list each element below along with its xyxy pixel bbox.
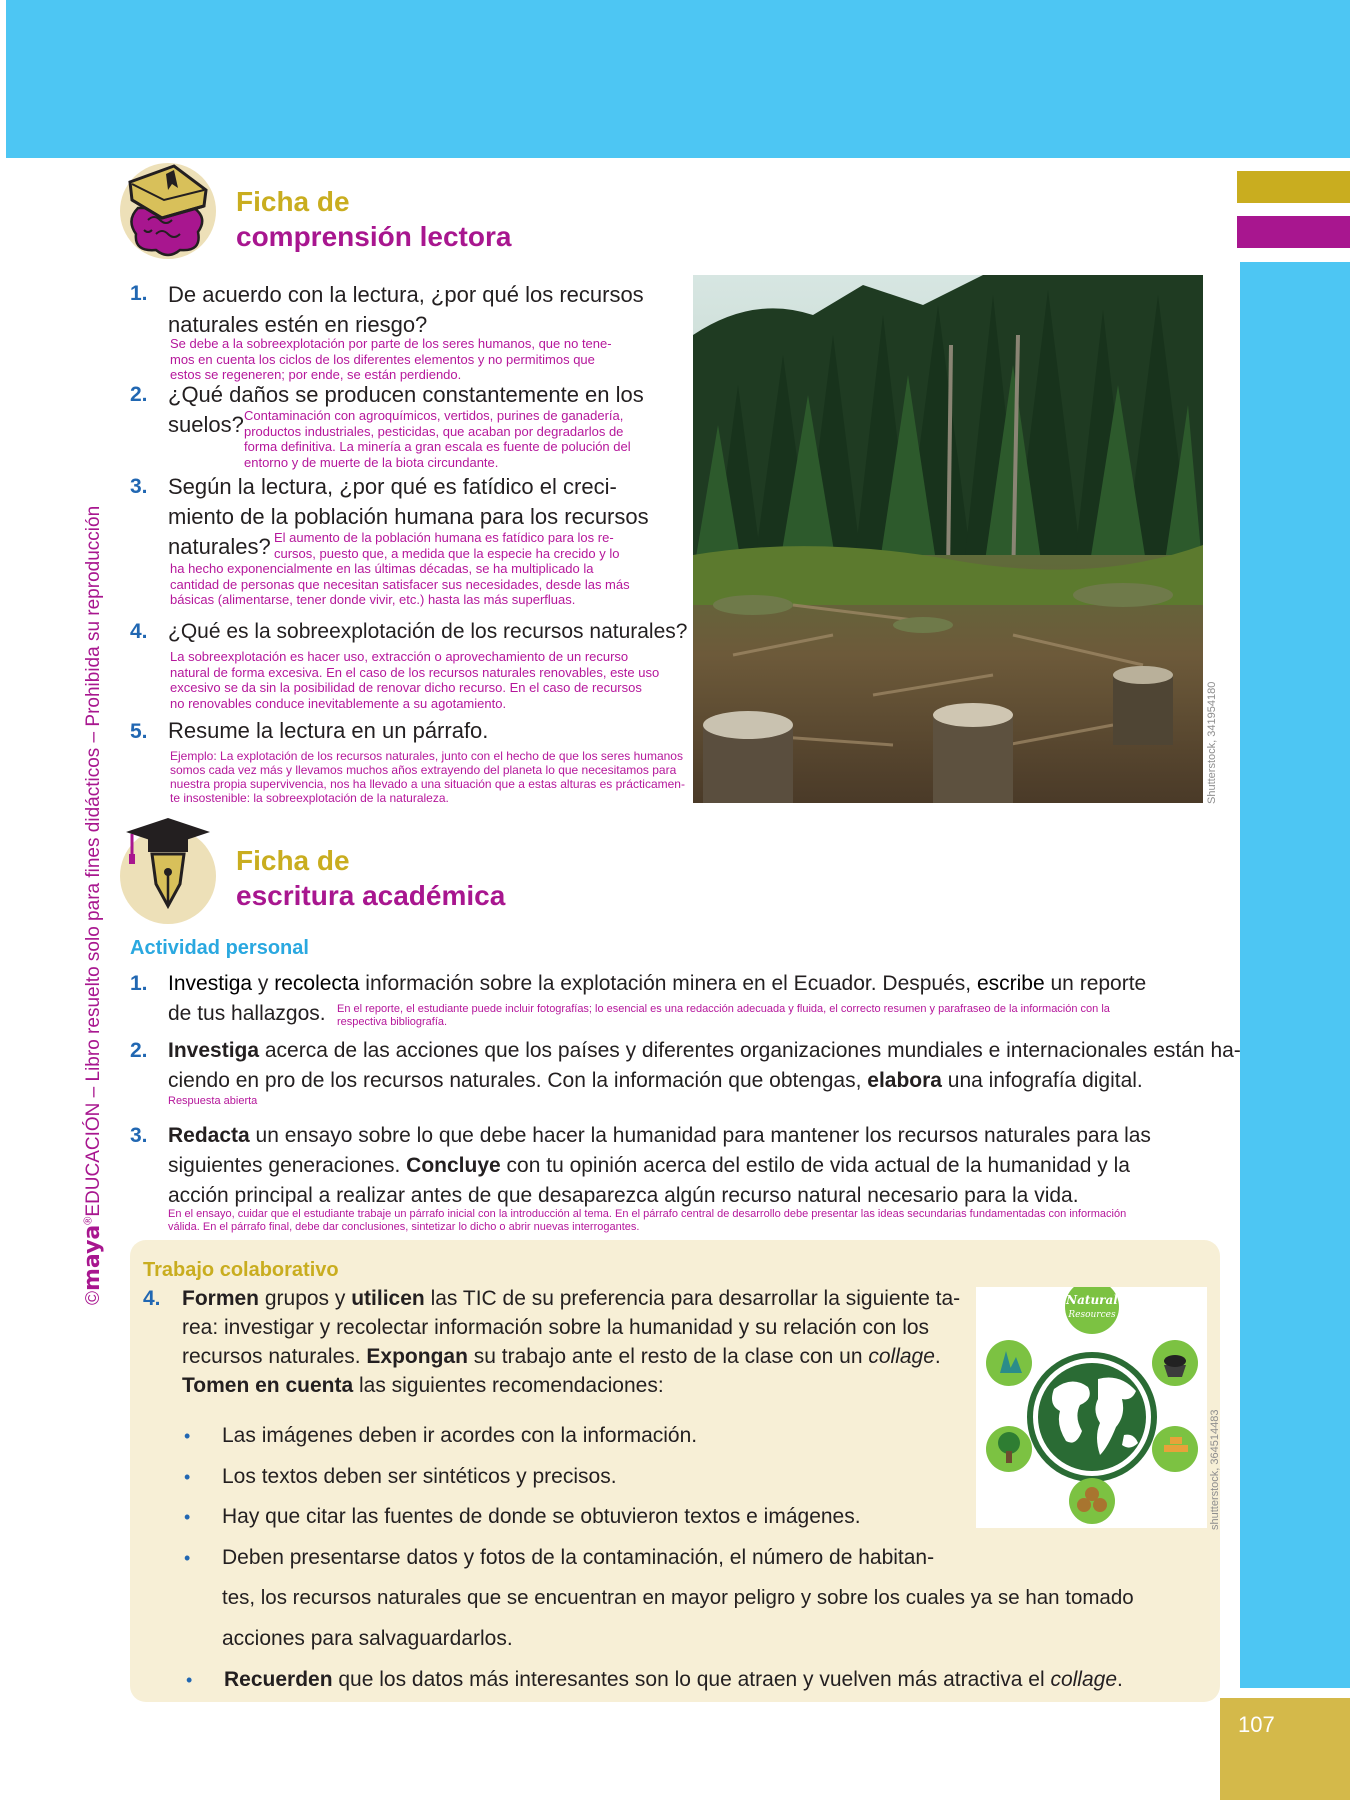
bullet-item: Las imágenes deben ir acordes con la información. — [222, 1424, 698, 1447]
bullet-dot: • — [186, 1670, 193, 1690]
deforestation-photo — [693, 275, 1203, 803]
item-number: 2. — [130, 1039, 148, 1062]
question-number: 1. — [130, 282, 148, 305]
question-number: 5. — [130, 720, 148, 743]
answer-text: La sobreexplotación es hacer uso, extracción o aprovechamiento de un recurso natural de forma excesiva. En el caso de los recursos naturales renovables, este uso excesivo se da sin la posibilidad de renovar dicho recurso. En el caso de recursos no renovables conduce inevitablemente a su agotamiento. — [170, 649, 660, 711]
bullet-dot: • — [184, 1507, 191, 1527]
item-text: Redacta un ensayo sobre lo que debe hacer la humanidad para mantener los recursos naturales para las siguientes generaciones. Concluye con tu opinión acerca del estilo de vida actual de la humanidad y la acción principal a realizar antes de que desaparezca algún recurso natural necesario para la vida. — [168, 1124, 1151, 1207]
item-number: 3. — [130, 1124, 148, 1147]
tab-gold — [1237, 171, 1350, 203]
nr-label-1: Natural — [1066, 1293, 1118, 1307]
actividad-personal-label: Actividad personal — [130, 937, 309, 959]
question-text: ¿Qué daños se producen constantemente en los suelos? — [168, 382, 644, 437]
top-band — [0, 0, 1350, 158]
bullet-continuation: tes, los recursos naturales que se encuentran en mayor peligro y sobre los cuales ya se han tomado — [222, 1586, 1134, 1609]
bullet-continuation: acciones para salvaguardarlos. — [222, 1627, 513, 1650]
item-number: 4. — [143, 1287, 161, 1310]
trabajo-colaborativo-label: Trabajo colaborativo — [143, 1259, 339, 1281]
bullet-item: Deben presentarse datos y fotos de la contaminación, el número de habitan- — [222, 1546, 935, 1569]
graduation-pen-icon — [122, 814, 214, 914]
item-text: Investiga y recolecta información sobre la explotación minera en el Ecuador. Después, escribe un reporte de tus hallazgos. — [168, 972, 1147, 1025]
page-number: 107 — [1238, 1712, 1275, 1737]
collab-text: Formen grupos y utilicen las TIC de su preferencia para desarrollar la siguiente ta- rea: investigar y recolectar información sobre la humanidad y su relación con los recursos naturales. Expongan su trabajo ante el resto de la clase con un collage. Tomen en cuenta las siguientes recomendaciones: — [182, 1287, 961, 1397]
ficha-escritura-title: Ficha de escritura académica — [236, 845, 506, 911]
answer-text: El aumento de la población humana es fatídico para los re- cursos, puesto que, a medida que la especie ha crecido y lo — [274, 530, 620, 561]
question-text: Según la lectura, ¿por qué es fatídico el creci- miento de la población humana para los recursos naturales? — [168, 474, 649, 559]
answer-text: ha hecho exponencialmente en las últimas décadas, se ha multiplicado la cantidad de personas que necesitan satisfacer sus necesidades, desde las más básicas (alimentarse, tener donde vivir, etc.) hasta las más superfluas. — [170, 561, 630, 607]
item-text: Investiga acerca de las acciones que los países y diferentes organizaciones mundiales e internacionales están ha- ciendo en pro de los recursos naturales. Con la información que obtengas, elabora una infografía digital. — [168, 1039, 1241, 1092]
ficha-comprension-title: Ficha de comprensión lectora — [236, 186, 512, 252]
nr-label-2: Resources — [1068, 1310, 1116, 1320]
nr-credit: shutterstock, 364514483 — [1209, 1409, 1221, 1530]
answer-text: En el reporte, el estudiante puede incluir fotografías; lo esencial es una redacción adecuada y fluida, el correcto resumen y parafraseo de la información con la respectiva bibliografía. — [337, 1003, 1110, 1028]
answer-text: Se debe a la sobreexplotación por parte de los seres humanos, que no tene- mos en cuenta los ciclos de los diferentes elementos y no permitimos que estos se regeneren; por ende, se están perdiendo. — [170, 336, 612, 382]
side-copyright-text: ©maya®EDUCACIÓN – Libro resuelto solo para fines didácticos – Prohibida su reproducción — [80, 505, 105, 1305]
question-text: Resume la lectura en un párrafo. — [168, 718, 489, 743]
bullet-item: Los textos deben ser sintéticos y precisos. — [222, 1465, 617, 1488]
answer-text: En el ensayo, cuidar que el estudiante trabaje un párrafo inicial con la introducción al tema. En el párrafo central de desarrollo debe presentar las ideas secundarias fundamentadas con información válida. En el párrafo final, debe dar conclusiones, sintetizar lo dicho o abrir nuevas interrogantes. — [168, 1208, 1127, 1233]
answer-text: Ejemplo: La explotación de los recursos naturales, junto con el hecho de que los seres humanos somos cada vez más y llevamos muchos años extrayendo del planeta lo que necesitamos para nuestra propia supervivencia, nos ha llevado a una situación que a estas alturas es prácticamen- te insostenible: la sobreexplotación de la naturaleza. — [170, 749, 685, 805]
item-number: 1. — [130, 972, 148, 995]
question-number: 4. — [130, 620, 148, 643]
question-text: De acuerdo con la lectura, ¿por qué los recursos naturales estén en riesgo? — [168, 282, 644, 337]
answer-text: Respuesta abierta — [168, 1095, 258, 1107]
bullet-dot: • — [184, 1467, 191, 1487]
answer-text: Contaminación con agroquímicos, vertidos, purines de ganadería, productos industriales, pesticidas, que acaban por degradarlos de forma definitiva. La minería a gran escala es fuente de polución del entorno y de muerte de la biota circundante. — [244, 408, 631, 470]
question-number: 2. — [130, 383, 148, 406]
bullet-dot: • — [184, 1548, 191, 1568]
tab-magenta — [1237, 216, 1350, 248]
question-number: 3. — [130, 475, 148, 498]
bullet-dot: • — [184, 1426, 191, 1446]
side-bar — [1240, 262, 1350, 1688]
natural-resources-graphic — [976, 1287, 1207, 1528]
bullet-item: Recuerden que los datos más interesantes son lo que atraen y vuelven más atractiva el collage. — [224, 1668, 1123, 1691]
photo-credit: Shutterstock, 341954180 — [1206, 681, 1218, 804]
book-brain-icon — [122, 160, 214, 258]
bullet-item: Hay que citar las fuentes de donde se obtuvieron textos e imágenes. — [222, 1505, 861, 1528]
question-text: ¿Qué es la sobreexplotación de los recursos naturales? — [168, 620, 688, 643]
